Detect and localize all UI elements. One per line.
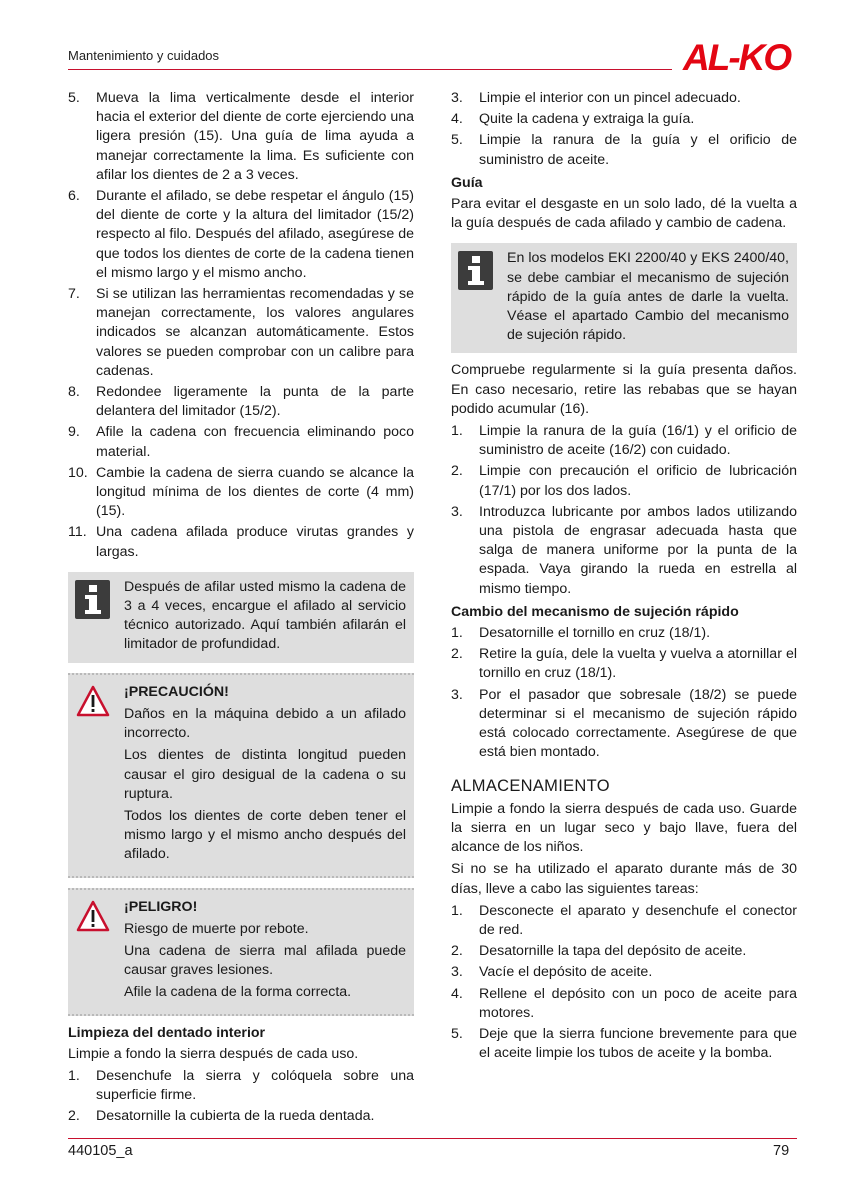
caution-line: Los dientes de distinta longitud pueden causar el giro desigual de la cadena o su ruptura. [124,747,406,802]
cleaning-intro: Limpie a fondo la sierra después de cada uso. [68,1045,359,1062]
danger-title: ¡PELIGRO! [124,898,198,915]
list-item: 4. Rellene el depósito con un poco de aceite para motores. [451,985,797,1021]
quick-release-heading: Cambio del mecanismo de sujeción rápido [451,603,739,620]
list-item: 5. Deje que la sierra funcione brevemente para que el aceite limpie los tubos de aceite y la bomba. [451,1025,797,1062]
list-item: 5. Mueva la lima verticalmente desde el interior hacia el exterior del diente de corte ejerciendo una ligera presión (15). Una guía de lima ayuda a manejar correctamente la lima. Es suficiente con afilar los dientes de 2 a 3 veces. [68,90,414,183]
list-item: 2. Desatornille la tapa del depósito de aceite. [451,943,747,960]
storage-steps [451,902,797,1064]
list-item: 11. Una cadena afilada produce virutas grandes y largas. [68,524,414,560]
alko-logo-text: AL-KO [683,40,791,72]
list-item: 8. Redondee ligeramente la punta de la parte delantera del limitador (15/2). [68,384,414,420]
footer-divider [68,1138,797,1139]
list-item: 2. Retire la guía, dele la vuelta y vuelva a atornillar el tornillo en cruz (18/1). [451,646,797,682]
list-item: 3. Vacíe el depósito de aceite. [451,964,653,981]
caution-box [68,673,414,878]
list-item: 1. Desconecte el aparato y desenchufe el conector de red. [451,902,797,938]
cleaning-heading: Limpieza del dentado interior [68,1024,266,1041]
guide-steps [451,422,797,599]
list-item: 1. Limpie la ranura de la guía (16/1) y el orificio de suministro de aceite (16/2) con cuidado. [451,423,797,459]
list-item: 3. Introduzca lubricante por ambos lados utilizando una pistola de engrasar adecuada hasta que salga de manera uniforme por la punta de la espada. Vaya girando la rueda en estrella al mismo tiempo. [451,503,797,597]
caution-title: ¡PRECAUCIÓN! [124,683,229,700]
list-item: 10. Cambie la cadena de sierra cuando se alcance la longitud mínima de los dientes de corte (4 mm) (15). [68,464,414,520]
danger-line: Una cadena de sierra mal afilada puede causar graves lesiones. [124,942,406,979]
list-item: 3. Limpie el interior con un pincel adecuado. [451,90,741,106]
page-number: 79 [773,1143,790,1159]
list-item: 5. Limpie la ranura de la guía y el orificio de suministro de aceite. [451,132,797,168]
page-header-title: Mantenimiento y cuidados [68,48,220,63]
cleaning-steps [68,1067,414,1127]
warning-triangle-icon [76,900,110,932]
caution-line: Todos los dientes de corte deben tener el mismo largo y el mismo ancho después del afilado. [124,807,406,863]
list-item: 3. Por el pasador que sobresale (18/2) se puede determinar si el mecanismo de sujeción rápido está colocado correctamente. Asegúrese de que está bien montado. [451,686,797,761]
caution-line: Daños en la máquina debido a un afilado incorrecto. [124,705,406,742]
warning-triangle-icon [76,685,110,717]
list-item: 2. Limpie con precaución el orificio de lubricación (17/1) por los dos lados. [451,463,797,499]
document-id: 440105_a [68,1143,133,1159]
left-column [68,89,414,1129]
quick-release-steps [451,624,797,762]
list-item: 7. Si se utilizan las herramientas recomendadas y se manejan correctamente, los valores angulares indicados se alcanzan automáticamente. Estos valores se pueden comprobar con un calibre para cadenas. [68,286,414,379]
list-item: 6. Durante el afilado, se debe respetar el ángulo (15) del diente de corte y la altura del limitador (15/2) respecto al filo. Después del afilado, asegúrese de que todos los dientes de corte de la cadena tienen el mismo largo y el mismo ancho. [68,188,414,281]
storage-heading: ALMACENAMIENTO [451,776,610,795]
guide-check-text: Compruebe regularmente si la guía presenta daños. En caso necesario, retire las rebabas que se hayan podido acumular (16). [451,362,797,417]
info-note-text: En los modelos EKI 2200/40 y EKS 2400/40, se debe cambiar el mecanismo de sujeción rápido de la guía antes de darle la vuelta. Véase el apartado Cambio del mecanismo de sujeción rápido. [507,250,789,344]
info-icon [75,580,110,619]
header-divider [68,69,672,70]
info-note-text: Después de afilar usted mismo la cadena de 3 a 4 veces, encargue el afilado al servicio técnico autorizado. Aquí también afilarán el limitador de profundidad. [124,578,406,653]
list-item: 1. Desatornille el tornillo en cruz (18/1). [451,625,711,642]
danger-box [68,888,414,1016]
list-item: 4. Quite la cadena y extraiga la guía. [451,111,695,128]
list-item: 9. Afile la cadena con frecuencia eliminando poco material. [68,424,414,460]
guide-intro: Para evitar el desgaste en un solo lado, dé la vuelta a la guía después de cada afilado y cambio de cadena. [451,196,797,232]
storage-para: Limpie a fondo la sierra después de cada uso. Guarde la sierra en un lugar seco y bajo llave, fuera del alcance de los niños. [451,800,797,856]
info-note-box [68,572,414,663]
alko-logo [682,40,800,72]
storage-para: Si no se ha utilizado el aparato durante más de 30 días, lleve a cabo las siguientes tareas: [451,861,797,897]
guide-heading: Guía [451,174,483,191]
list-item: 2. Desatornille la cubierta de la rueda dentada. [68,1108,375,1125]
info-icon [458,251,493,290]
sharpening-steps [68,89,414,562]
danger-line: Afile la cadena de la forma correcta. [124,984,352,1001]
right-column [451,89,797,1065]
danger-line: Riesgo de muerte por rebote. [124,920,309,937]
info-note-box [451,243,797,353]
cleaning-steps-continued [451,89,797,170]
list-item: 1. Desenchufe la sierra y colóquela sobre una superficie firme. [68,1067,414,1104]
